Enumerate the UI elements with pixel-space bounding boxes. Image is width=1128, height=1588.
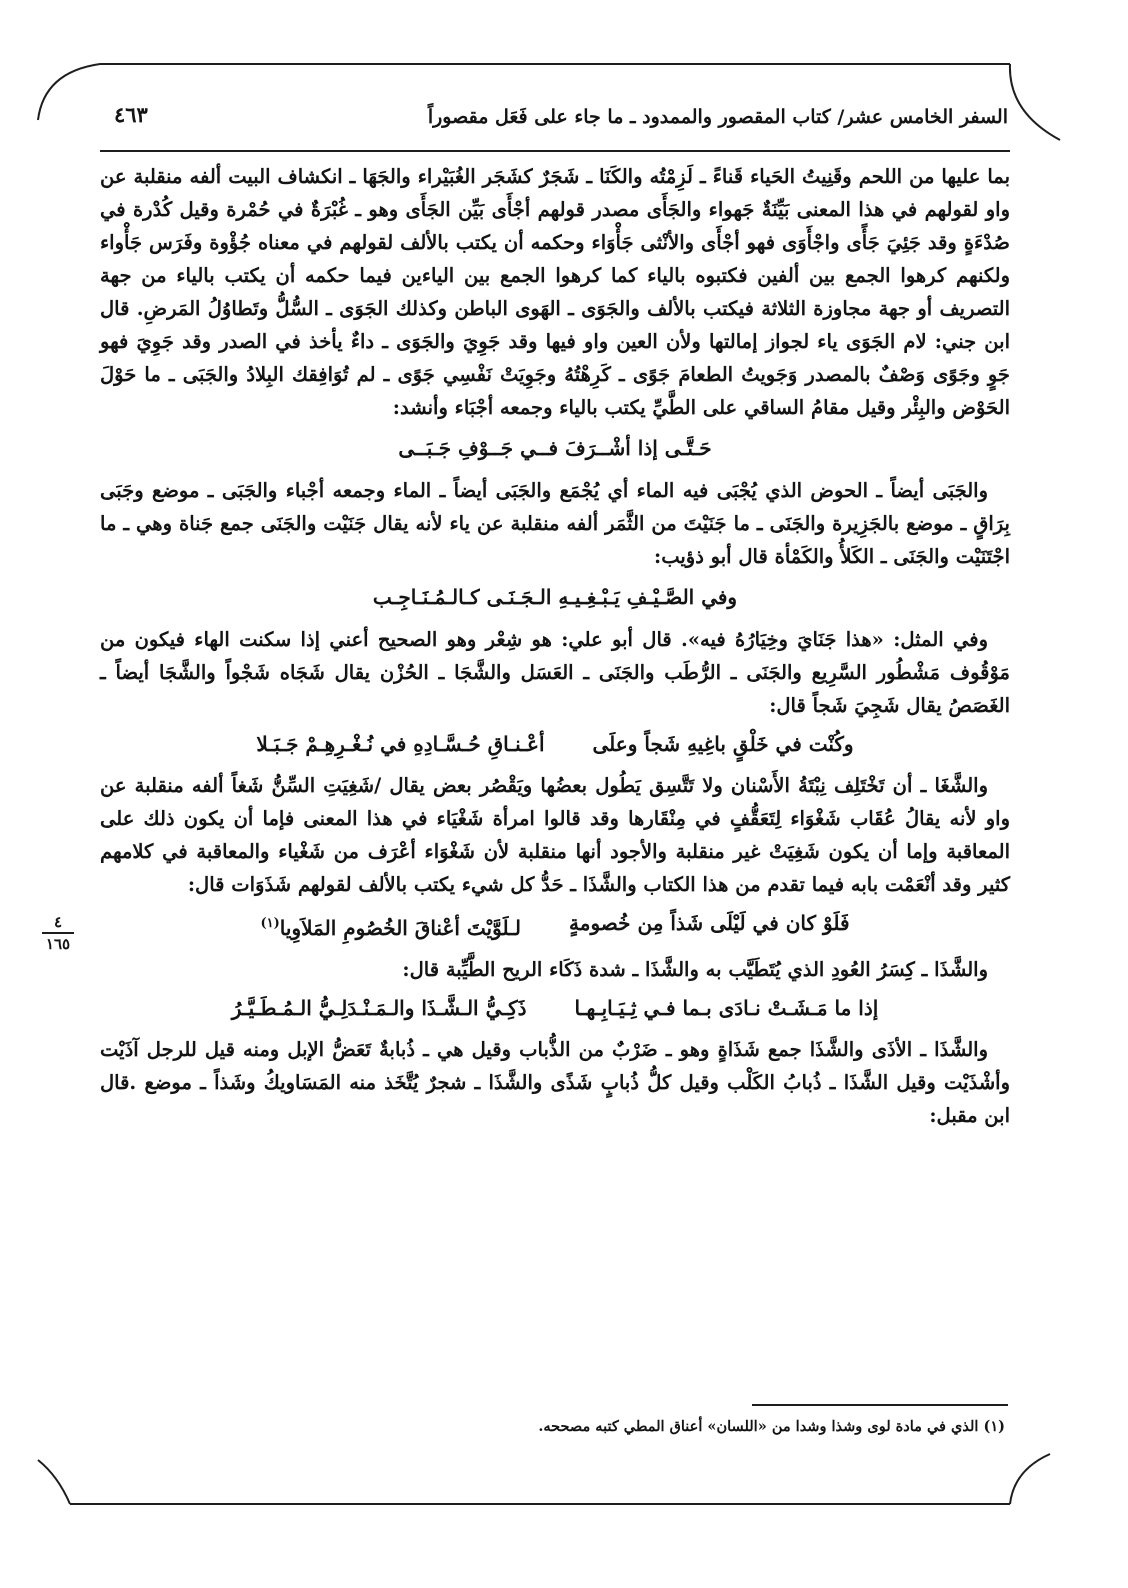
verse-2: وفي الصَّـيْـفِ يَـبْـغِـيـهِ الـجَـنَـى كـالـمُـنَـاجِـب: [372, 585, 738, 609]
paragraph-3: وفي المثل: «هذا جَنَايَ وخِيَارُهُ فيه». قال أبو علي: هو شِعْر وهو الصحيح أعني إذا سكنت الهاء فيكون من مَوْقُوف مَشْطُور السَّرِيع والجَنَى ـ الرُّطَب والجَنَى ـ العَسَل والشَّجَا ـ الحُزْن يقال شَجَاه شَجْواً والشَّجَا أيضاً ـ الغَصَصُ يقال شَجِيَ شَجاً قال:: [100, 628, 1010, 717]
verse-3: [100, 728, 1010, 761]
page-number: ٤٦٣: [114, 102, 148, 127]
verse-4-second-hemistich: [261, 907, 522, 945]
verse-1: حَـتَّـى إذا أشْــرَفَ فــي جَــوْفِ جَـبَــى: [398, 436, 712, 460]
paragraph-2: والجَبَى أيضاً ـ الحوض الذي يُجْبَى فيه الماء أي يُجْمَع والجَبَى أيضاً ـ الماء وجمعه أجْباء والجَبَى ـ موضع وجَبَى بِرَاقٍ ـ موضع بالجَزِيرة والجَنَى ـ ما جَنَيْتَ من الثَّمَر ألفه منقلبة عن ياء لأنه يقال جَنَيْت والجَنَى جمع جَناة وهي ـ ما اجْتَنَيْت والجَنَى ـ الكَلأُ والكَمْأة قال أبو ذؤيب:: [100, 479, 1010, 568]
margin-note-bottom: ١٦٥: [45, 934, 71, 953]
running-header: [108, 102, 1008, 136]
margin-note-top: ٤: [53, 913, 63, 931]
verse-4-first-hemistich: فَلَوْ كان في لَيْلَى شَذاً مِن خُصومةٍ: [569, 911, 850, 935]
paragraph-5: والشَّذَا ـ كِسَرُ العُودِ الذي يُتَطَيَّب به والشَّذَا ـ شدة ذَكَاء الريح الطَّيِّبة قال:: [402, 957, 988, 981]
footnote-rule: [752, 1404, 1008, 1406]
main-text: [100, 160, 1010, 1132]
footnote: (١) الذي في مادة لوى وشذا وشدا من «اللسان» أعناق المطي كتبه مصححه.: [538, 1418, 1005, 1435]
footnote-reference: (١): [260, 916, 280, 931]
header-title: السفر الخامس عشر/ كتاب المقصور والممدود ـ ما جاء على فَعَل مقصوراً: [427, 106, 1008, 128]
verse-3-first-hemistich: وكُنْت في خَلْقٍ باغِيهِ شَجاً وعلَى: [592, 732, 854, 756]
margin-folio-note: [38, 914, 78, 952]
margin-note-bar: [42, 932, 74, 934]
verse-5: [100, 992, 1010, 1025]
verse-4: [100, 907, 1010, 945]
paragraph-6: والشَّذَا ـ الأذَى والشَّذَا جمع شَذَاةٍ وهو ـ ضَرْبٌ من الذُّباب وقيل هي ـ ذُبابةٌ تَعَضُّ الإبل ومنه قيل للرجل آذَيْت وأشْذَيْت وقيل الشَّذَا ـ ذُبابُ الكَلْب وقيل كلُّ ذُبابٍ شَذًى والشَّذَا ـ شجرٌ يُتَّخَذ منه المَسَاويكُ وشَذاً ـ موضع .قال ابن مقبل:: [100, 1037, 1010, 1127]
header-rule: [100, 150, 1010, 152]
paragraph-4: والشَّغَا ـ أن تَخْتَلِف نِبْتَةُ الأَسْنان ولا تَتَّسِق يَطُول بعضُها ويَقْصُر بعض يقال /شَغِيَتِ السِّنُّ شَغاً ألفه منقلبة عن واو لأنه يقالُ عُقَاب شَغْوَاء لِتَعَقُّفٍ في مِنْقَارها وقد قالوا امرأة شَغْيَاء في هذا المعنى فإما أن يكون ذلك على المعاقبة وإما أن يكون شَغِيَتْ غير منقلبة والأجود أنها منقلبة لأن شَغْوَاء أعْرَف من شَغْياء والمعاقبة في كلامهم كثير وقد أنْعَمْت بابه فيما تقدم من هذا الكتاب والشَّذَا ـ حَدُّ كل شيء يكتب بالألف لقولهم شَذَوَات قال:: [100, 774, 1010, 896]
verse-3-second-hemistich: أعْـنـاقِ حُـسَّـادِهِ في نُـغْـرِهِـمْ جَـبَـلا: [256, 732, 545, 756]
verse-5-first-hemistich: إذا ما مَـشَـتْ نـادَى بـما فـي ثِـيَـابِـهـا: [574, 995, 879, 1020]
paragraph-1: بما عليها من اللحم وقَنِيتُ الحَياء قَناءً ـ لَزِمْتُه والكَنَا ـ شَجَرٌ كشَجَر الغُبَيْراء والجَهَا ـ انكشاف البيت ألفه منقلبة عن واو لقولهم في هذا المعنى بَيِّنَةٌ جَهواء والجَأَى مصدر قولهم أجْأَى بَيِّن الجَأَى وهو ـ غُبْرَةٌ في حُمْرة وقيل كُدْرة في صُدْءَةٍ وقد جَئِيَ جَأًى واجْأَوَى فهو أجْأَى والأنْثى جَأْوَاء وحكمه أن يكتب بالألف لقولهم في معناه جُؤْوة وفَرَس جَأْواء ولكنهم كرهوا الجمع بين ألفين فكتبوه بالياء كما كرهوا الجمع بين الياءين فيما حكمه أن يكتب بالياء من جهة التصريف أو جهة مجاوزة الثلاثة فيكتب بالألف والجَوَى ـ الهَوى الباطن وكذلك الجَوَى ـ السُّلُّ وتَطاوُلُ المَرضِ. قال ابن جني: لام الجَوَى ياء لجواز إمالتها ولأن العين واو فيها وقد جَوِيَ والجَوَى ـ داءٌ يأخذ في الصدر وقد جَوِيَ فهو جَوٍ وجَوًى وَصْفٌ بالمصدر وَجَويتُ الطعامَ جَوًى ـ كَرِهْتُهُ وجَوِيَتْ نَفْسِي جَوًى ـ لم تُوَافِقك البِلادُ والجَبَى ـ ما حَوْلَ الحَوْض والبِئْر وقيل مقامُ الساقي على الطَّيِّ يكتب بالياء وجمعه أجْبَاء وأنشد:: [100, 165, 1010, 419]
verse-4-second-text: لـلَوَّيْتَ أعْناقَ الخُصُومِ المَلاَوِيا: [279, 915, 522, 940]
verse-5-second-hemistich: ذَكِـيُّ الـشَّـذَا والـمَـنْـدَلِـيُّ الـمُـطَـيَّـرُ: [231, 995, 527, 1020]
